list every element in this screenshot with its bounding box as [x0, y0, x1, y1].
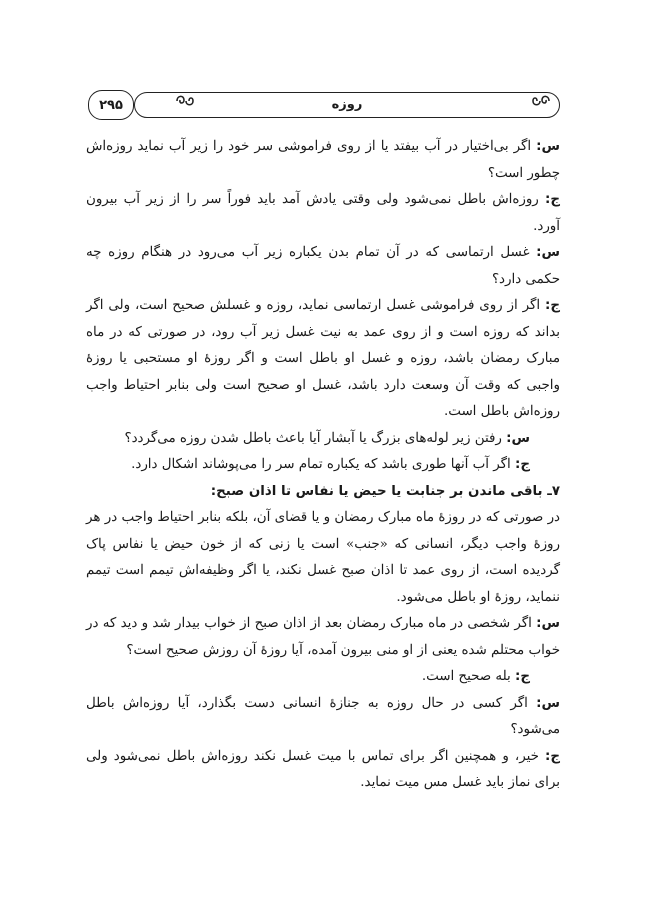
body-text	[86, 134, 560, 797]
ornament-right-icon	[530, 92, 552, 110]
paragraph-text: اگر کسی در حال روزه به جنازهٔ انسانی دست بگذارد، آیا روزه‌اش باطل می‌شود؟	[86, 695, 560, 737]
question-label: س:	[536, 245, 560, 260]
question-label: س:	[506, 430, 530, 446]
paragraph-text: اگر شخصی در ماه مبارک رمضان بعد از اذان صبح از خواب بیدار شد و دید که در خواب محتلم شده یعنی از او منی بیرون آمده، آیا روزهٔ آن روزش صحیح است؟	[86, 616, 560, 658]
answer-paragraph	[86, 452, 560, 479]
header-frame	[134, 92, 560, 118]
paragraph-text: روزه‌اش باطل نمی‌شود ولی وقتی یادش آمد باید فوراً سر را از زیر آب بیرون آورد.	[86, 192, 560, 234]
answer-label: ج:	[514, 669, 530, 684]
answer-paragraph	[86, 293, 560, 426]
answer-paragraph	[86, 187, 560, 240]
question-paragraph	[86, 691, 560, 744]
question-paragraph	[86, 240, 560, 293]
paragraph-text: خیر، و همچنین اگر برای تماس با میت غسل نکند روزه‌اش باطل نمی‌شود ولی برای نماز باید غسل مس میت نماید.	[86, 748, 560, 790]
question-paragraph	[86, 426, 560, 453]
question-label: س:	[536, 139, 560, 154]
answer-label: ج:	[544, 748, 560, 764]
answer-label: ج:	[544, 192, 560, 207]
running-header	[88, 90, 560, 120]
section-heading: ۷ـ باقی ماندن بر جنابت یا حیض یا نفاس تا اذان صبح:	[210, 483, 560, 499]
paragraph-text: غسل ارتماسی که در آن تمام بدن یکباره زیر آب می‌رود در هنگام روزه چه حکمی دارد؟	[86, 245, 560, 287]
paragraph-text: بله صحیح است.	[421, 669, 515, 684]
question-label: س:	[536, 616, 560, 631]
paragraph-text: اگر از روی فراموشی غسل ارتماسی نماید، روزه و غسلش صحیح است، ولی اگر بداند که روزه است و از روی عمد به نیت غسل زیر آب رود، در صورتی که در ماه مبارک رمضان باشد، روزه و غسل او باطل است و اگر روزهٔ او مستحبی یا روزهٔ واجبی که وقت آن وسعت دارد باشد، غسل او صحیح است ولی بنابر احتیاط واجب روزه‌اش باطل است.	[86, 298, 560, 419]
ornament-left-icon	[174, 92, 196, 110]
paragraph-text: رفتن زیر لوله‌های بزرگ یا آبشار آیا باعث باطل شدن روزه می‌گردد؟	[124, 430, 507, 446]
answer-label: ج:	[544, 298, 560, 313]
page-title: روزه	[331, 97, 363, 112]
paragraph-text: اگر آب آنها طوری باشد که یکباره تمام سر را می‌پوشاند اشکال دارد.	[131, 457, 515, 472]
question-paragraph	[86, 134, 560, 187]
question-label: س:	[536, 695, 560, 711]
answer-paragraph	[86, 664, 560, 691]
answer-label: ج:	[514, 457, 530, 472]
body-paragraph: در صورتی که در روزهٔ ماه مبارک رمضان و یا قضای آن، بلکه بنابر احتیاط واجب در هر روزهٔ واجب دیگر، انسانی که «جنب» است یا زنی که از خون حیض یا نفاس پاک گردیده است، از روی عمد تا اذان صبح غسل نکند، یا اگر وظیفه‌اش تیمم است تیمم ننماید، روزهٔ او باطل می‌شود.	[86, 510, 560, 605]
page-number: ۲۹۵	[88, 90, 134, 120]
question-paragraph	[86, 611, 560, 664]
paragraph-text: اگر بی‌اختیار در آب بیفتد یا از روی فراموشی سر خود را زیر آب نماید روزه‌اش چطور است؟	[86, 139, 560, 181]
answer-paragraph	[86, 744, 560, 797]
